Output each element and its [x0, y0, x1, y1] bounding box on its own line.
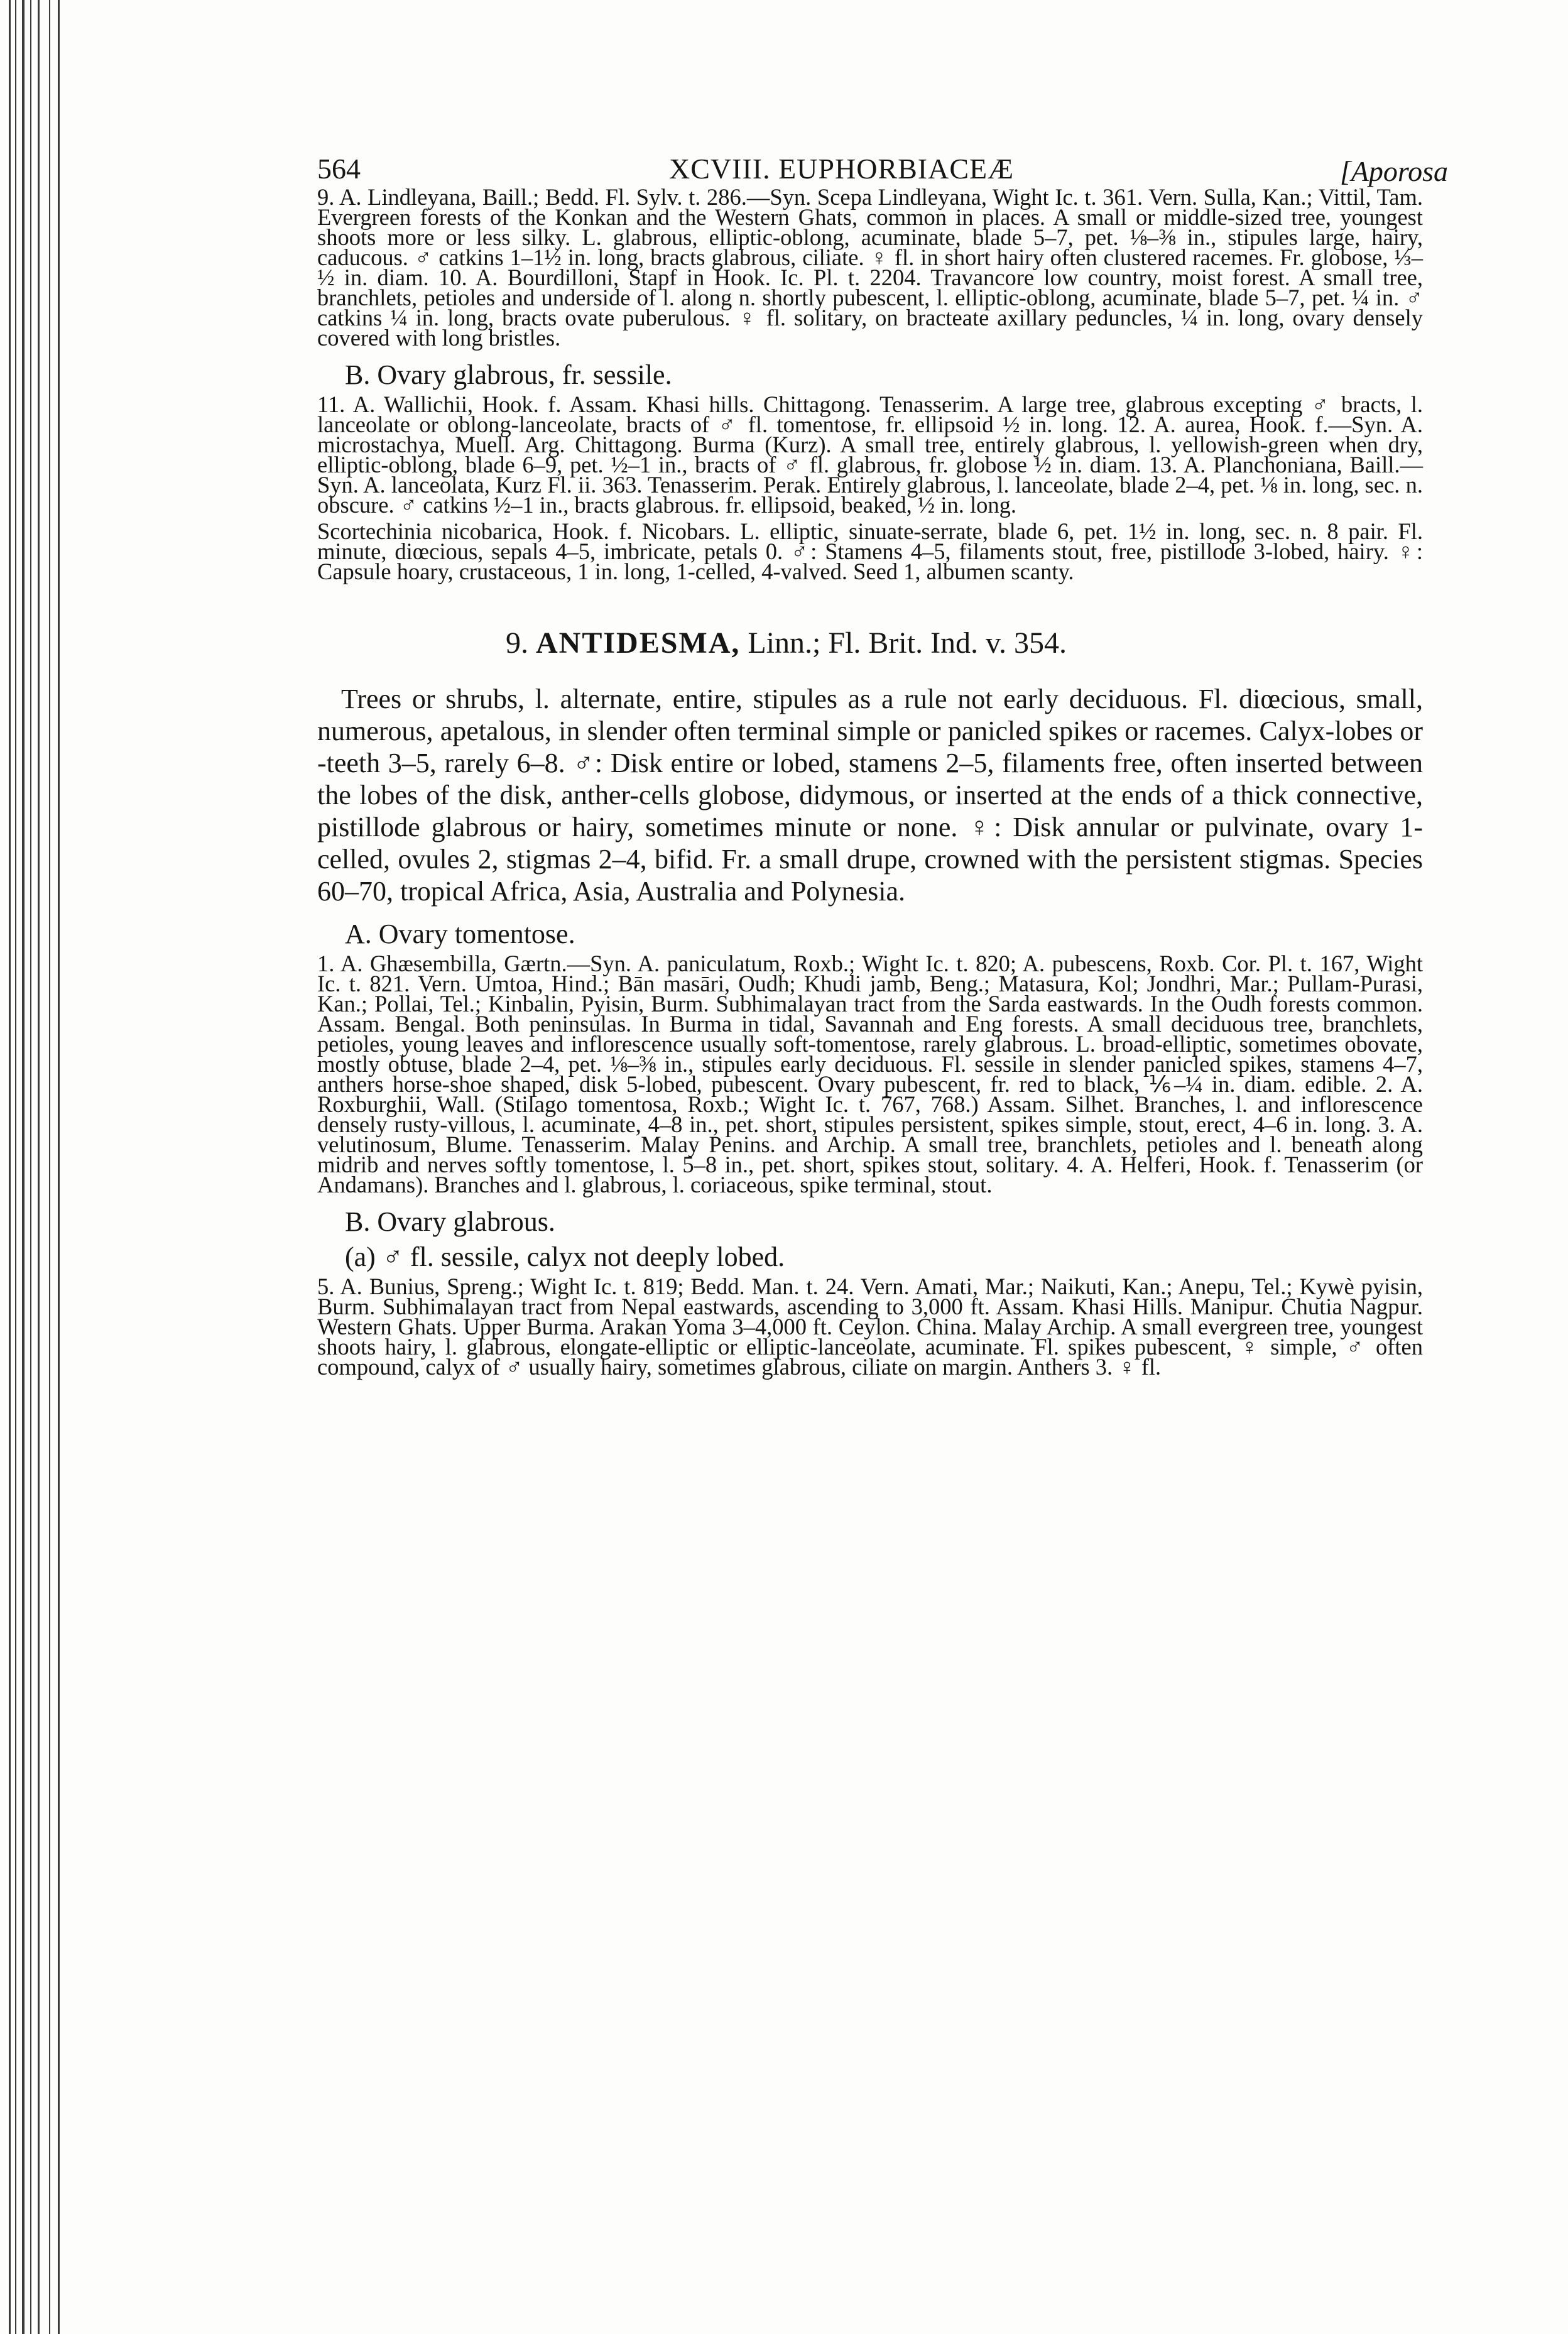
antidesma-key-b: B. Ovary glabrous.: [345, 1206, 555, 1237]
antidesma-key-b-subgroup-a: (a) ♂ fl. sessile, calyx not deeply lobed.: [345, 1241, 785, 1272]
running-title: XCVIII. EUPHORBIACEÆ: [669, 153, 1014, 185]
genus-authority: Linn.; Fl. Brit. Ind. v. 354.: [748, 626, 1067, 660]
aporosa-section-a-entries: 9. A. Lindleyana, Baill.; Bedd. Fl. Sylv. t. 286.—Syn. Scepa Lindleyana, Wight Ic. t. 361. Vern. Sulla, Kan.; Vittil, Tam. Evergreen forests of the Konkan and the Western Ghats, common in places. A small or middle-sized tree, youngest shoots more or less silky. L. glabrous, elliptic-oblong, acuminate, blade 5–7, pet. ⅛–⅜ in., stipules large, hairy, caducous. ♂ catkins 1–1½ in. long, bracts glabrous, ciliate. ♀ fl. in short hairy often clustered racemes. Fr. globose, ⅓–½ in. diam. 10. A. Bourdilloni, Stapf in Hook. Ic. Pl. t. 2204. Travancore low country, moist forest. A small tree, branchlets, petioles and underside of l. along n. shortly pubescent, l. elliptic-oblong, acuminate, blade 5–7, pet. ¼ in. ♂ catkins ¼ in. long, bracts ovate puberulous. ♀ fl. solitary, on bracteate axillary peduncles, ¼ in. long, ovary densely covered with long bristles.: [317, 184, 1423, 351]
running-genus: [Aporosa: [1339, 155, 1448, 187]
running-header: [317, 119, 1448, 187]
genus-description: Trees or shrubs, l. alternate, entire, stipules as a rule not early deciduous. Fl. diœcious, small, numerous, apetalous, in slender often terminal simple or panicled spikes or racemes. Calyx-lobes or -teeth 3–5, rarely 6–8. ♂: Disk entire or lobed, stamens 2–5, filaments free, often inserted between the lobes of the disk, anther-cells globose, didymous, or inserted at the ends of a thick connective, pistillode glabrous or hairy, sometimes minute or none. ♀: Disk annular or pulvinate, ovary 1-celled, ovules 2, stigmas 2–4, bifid. Fr. a small drupe, crowned with the persistent stigmas. Species 60–70, tropical Africa, Asia, Australia and Polynesia.: [317, 684, 1423, 907]
page-number: 564: [317, 153, 361, 185]
page-binding-edge: [0, 0, 69, 2334]
antidesma-section-a-entries: 1. A. Ghæsembilla, Gærtn.—Syn. A. paniculatum, Roxb.; Wight Ic. t. 820; A. pubescens, Roxb. Cor. Pl. t. 167, Wight Ic. t. 821. Vern. Umtoa, Hind.; Bān masāri, Oudh; Khudi jamb, Beng.; Matasura, Kol; Jondhri, Mar.; Pullam-Purasi, Kan.; Pollai, Tel.; Kinbalin, Pyisin, Burm. Subhimalayan tract from the Sarda eastwards. In the Oudh forests common. Assam. Bengal. Both peninsulas. In Burma in tidal, Savannah and Eng forests. A small deciduous tree, branchlets, petioles, young leaves and inflorescence usually soft-tomentose, rarely glabrous. L. broad-elliptic, sometimes obovate, mostly obtuse, blade 2–4, pet. ⅛–⅜ in., stipules early deciduous. Fl. sessile in slender panicled spikes, stamens 4–7, anthers horse-shoe shaped, disk 5-lobed, pubescent. Ovary pubescent, fr. red to black, ⅙–¼ in. diam. edible. 2. A. Roxburghii, Wall. (Stilago tomentosa, Roxb.; Wight Ic. t. 767, 768.) Assam. Silhet. Branches, l. and inflorescence densely rusty-villous, l. acuminate, 4–8 in., pet. short, stipules persistent, spikes simple, stout, erect, 4–6 in. long. 3. A. velutinosum, Blume. Tenasserim. Malay Penins. and Archip. A small tree, branchlets, petioles and l. beneath along midrib and nerves softly tomentose, l. 5–8 in., pet. short, spikes stout, solitary. 4. A. Helferi, Hook. f. Tenasserim (or Andamans). Branches and l. glabrous, l. coriaceous, spike terminal, stout.: [317, 951, 1423, 1197]
antidesma-section-b-entries: 5. A. Bunius, Spreng.; Wight Ic. t. 819; Bedd. Man. t. 24. Vern. Amati, Mar.; Naikuti, Kan.; Anepu, Tel.; Kywè pyisin, Burm. Subhimalayan tract from Nepal eastwards, ascending to 3,000 ft. Assam. Khasi Hills. Manipur. Chutia Nagpur. Western Ghats. Upper Burma. Arakan Yoma 3–4,000 ft. Ceylon. China. Malay Archip. A small evergreen tree, youngest shoots hairy, l. glabrous, elongate-elliptic or elliptic-lanceolate, acuminate. Fl. spikes pubescent, ♀ simple, ♂ often compound, calyx of ♂ usually hairy, sometimes glabrous, ciliate on margin. Anthers 3. ♀ fl.: [317, 1273, 1423, 1380]
antidesma-key-a: A. Ovary tomentose.: [345, 919, 575, 949]
text-column: [317, 119, 1448, 1380]
aporosa-section-b-entries: 11. A. Wallichii, Hook. f. Assam. Khasi hills. Chittagong. Tenasserim. A large tree, glabrous excepting ♂ bracts, l. lanceolate or oblong-lanceolate, bracts of ♂ fl. tomentose, fr. ellipsoid ½ in. long. 12. A. aurea, Hook. f.—Syn. A. microstachya, Muell. Arg. Chittagong. Burma (Kurz). A small tree, entirely glabrous, l. yellowish-green when dry, elliptic-oblong, blade 6–9, pet. ½–1 in., bracts of ♂ fl. glabrous, fr. globose ½ in. diam. 13. A. Planchoniana, Baill.—Syn. A. lanceolata, Kurz Fl. ii. 363. Tenasserim. Perak. Entirely glabrous, l. lanceolate, blade 2–4, pet. ⅛ in. long, sec. n. obscure. ♂ catkins ½–1 in., bracts glabrous. fr. ellipsoid, beaked, ½ in. long.: [317, 391, 1423, 518]
genus-name: ANTIDESMA,: [536, 626, 741, 660]
genus-heading: [317, 626, 1423, 660]
scortechinia-entry: Scortechinia nicobarica, Hook. f. Nicobars. L. elliptic, sinuate-serrate, blade 6, pet. 1½ in. long, sec. n. 8 pair. Fl. minute, diœcious, sepals 4–5, imbricate, petals 0. ♂: Stamens 4–5, filaments stout, free, pistillode 3-lobed, hairy. ♀: Capsule hoary, crustaceous, 1 in. long, 1-celled, 4-valved. Seed 1, albumen scanty.: [317, 518, 1423, 584]
genus-number: 9.: [506, 626, 528, 660]
aporosa-key-b: B. Ovary glabrous, fr. sessile.: [345, 359, 672, 390]
